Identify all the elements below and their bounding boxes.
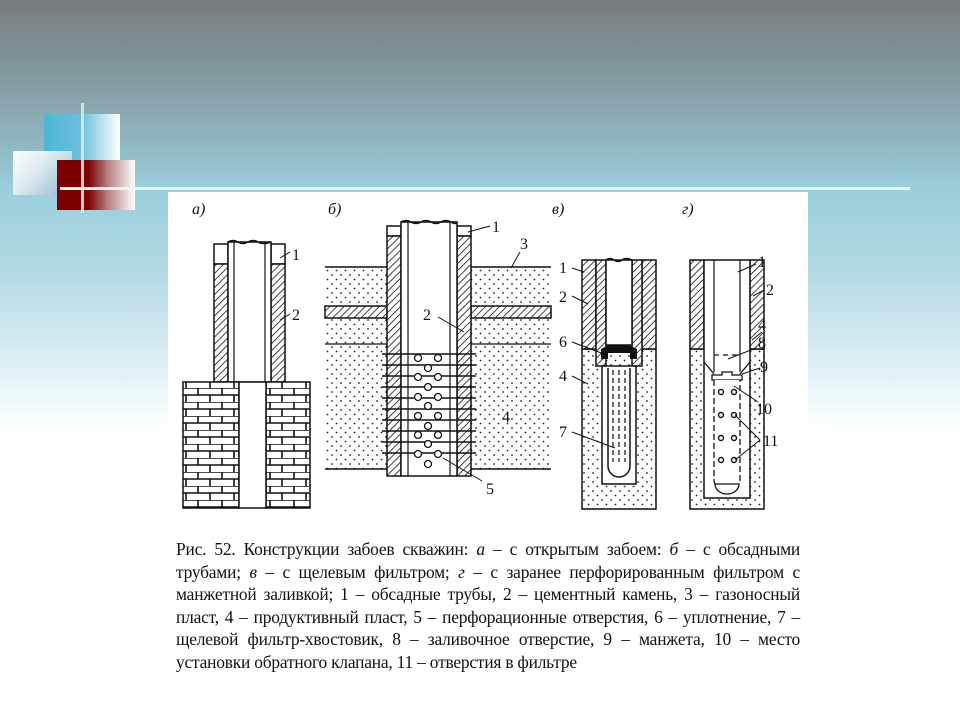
label-v: в) xyxy=(552,201,565,218)
caption-legend: 1 – обсадные трубы, 2 – цементный камень, 3 – газоносный пласт, 4 – продуктивный пласт, 5 – перфорационные отверстия, 6 – уплотнение, 7 – щелевой фильтр-хвостовик, 8 – заливочное отверстие, 9 – манжета, 10 – место установки обратного клапана, 11 – отверстия в фильтре xyxy=(176,584,800,672)
caption-text-g: – с заранее перфорированным фильтром с манжетной заливкой; xyxy=(176,561,800,604)
diagram-b xyxy=(325,201,551,498)
svg-text:1: 1 xyxy=(292,247,300,264)
svg-text:7: 7 xyxy=(559,424,567,441)
svg-text:6: 6 xyxy=(559,334,567,351)
well-bottom-diagrams xyxy=(168,192,808,527)
svg-text:1: 1 xyxy=(559,260,567,277)
figure-caption xyxy=(176,538,800,673)
svg-text:11: 11 xyxy=(763,433,779,450)
label-g: г) xyxy=(682,201,694,218)
caption-title: Рис. 52. Конструкции забоев скважин: xyxy=(176,539,469,559)
svg-text:2: 2 xyxy=(559,289,567,306)
diagram-v xyxy=(552,201,656,509)
svg-text:2: 2 xyxy=(423,307,431,324)
svg-text:1: 1 xyxy=(758,254,766,271)
caption-key-g: г xyxy=(458,561,465,582)
decor-vertical-line xyxy=(81,103,84,213)
caption-text-a: – с открытым забоем: xyxy=(484,539,670,559)
caption-key-b: б xyxy=(669,539,679,559)
label-a: а) xyxy=(192,201,206,218)
label-b: б) xyxy=(328,201,342,218)
svg-text:4: 4 xyxy=(559,368,567,385)
svg-text:4: 4 xyxy=(502,409,510,426)
svg-text:4: 4 xyxy=(758,317,766,334)
svg-text:5: 5 xyxy=(486,481,494,498)
caption-text-b: – с обсадными трубами; xyxy=(176,539,800,582)
caption-key-a: а xyxy=(476,539,485,559)
svg-text:10: 10 xyxy=(756,401,772,418)
diagram-a xyxy=(183,201,310,508)
svg-text:1: 1 xyxy=(492,219,500,236)
svg-text:8: 8 xyxy=(758,335,766,352)
decor-red-square xyxy=(57,160,135,210)
diagram-g xyxy=(682,201,778,509)
svg-text:3: 3 xyxy=(520,236,528,253)
svg-text:9: 9 xyxy=(760,359,768,376)
svg-text:2: 2 xyxy=(766,282,774,299)
svg-text:2: 2 xyxy=(292,307,300,324)
decor-horizontal-rule xyxy=(60,187,910,190)
caption-key-v: в xyxy=(249,561,257,582)
caption-text-v: – с щелевым фильтром; xyxy=(256,561,459,582)
figure-panel xyxy=(168,192,808,694)
